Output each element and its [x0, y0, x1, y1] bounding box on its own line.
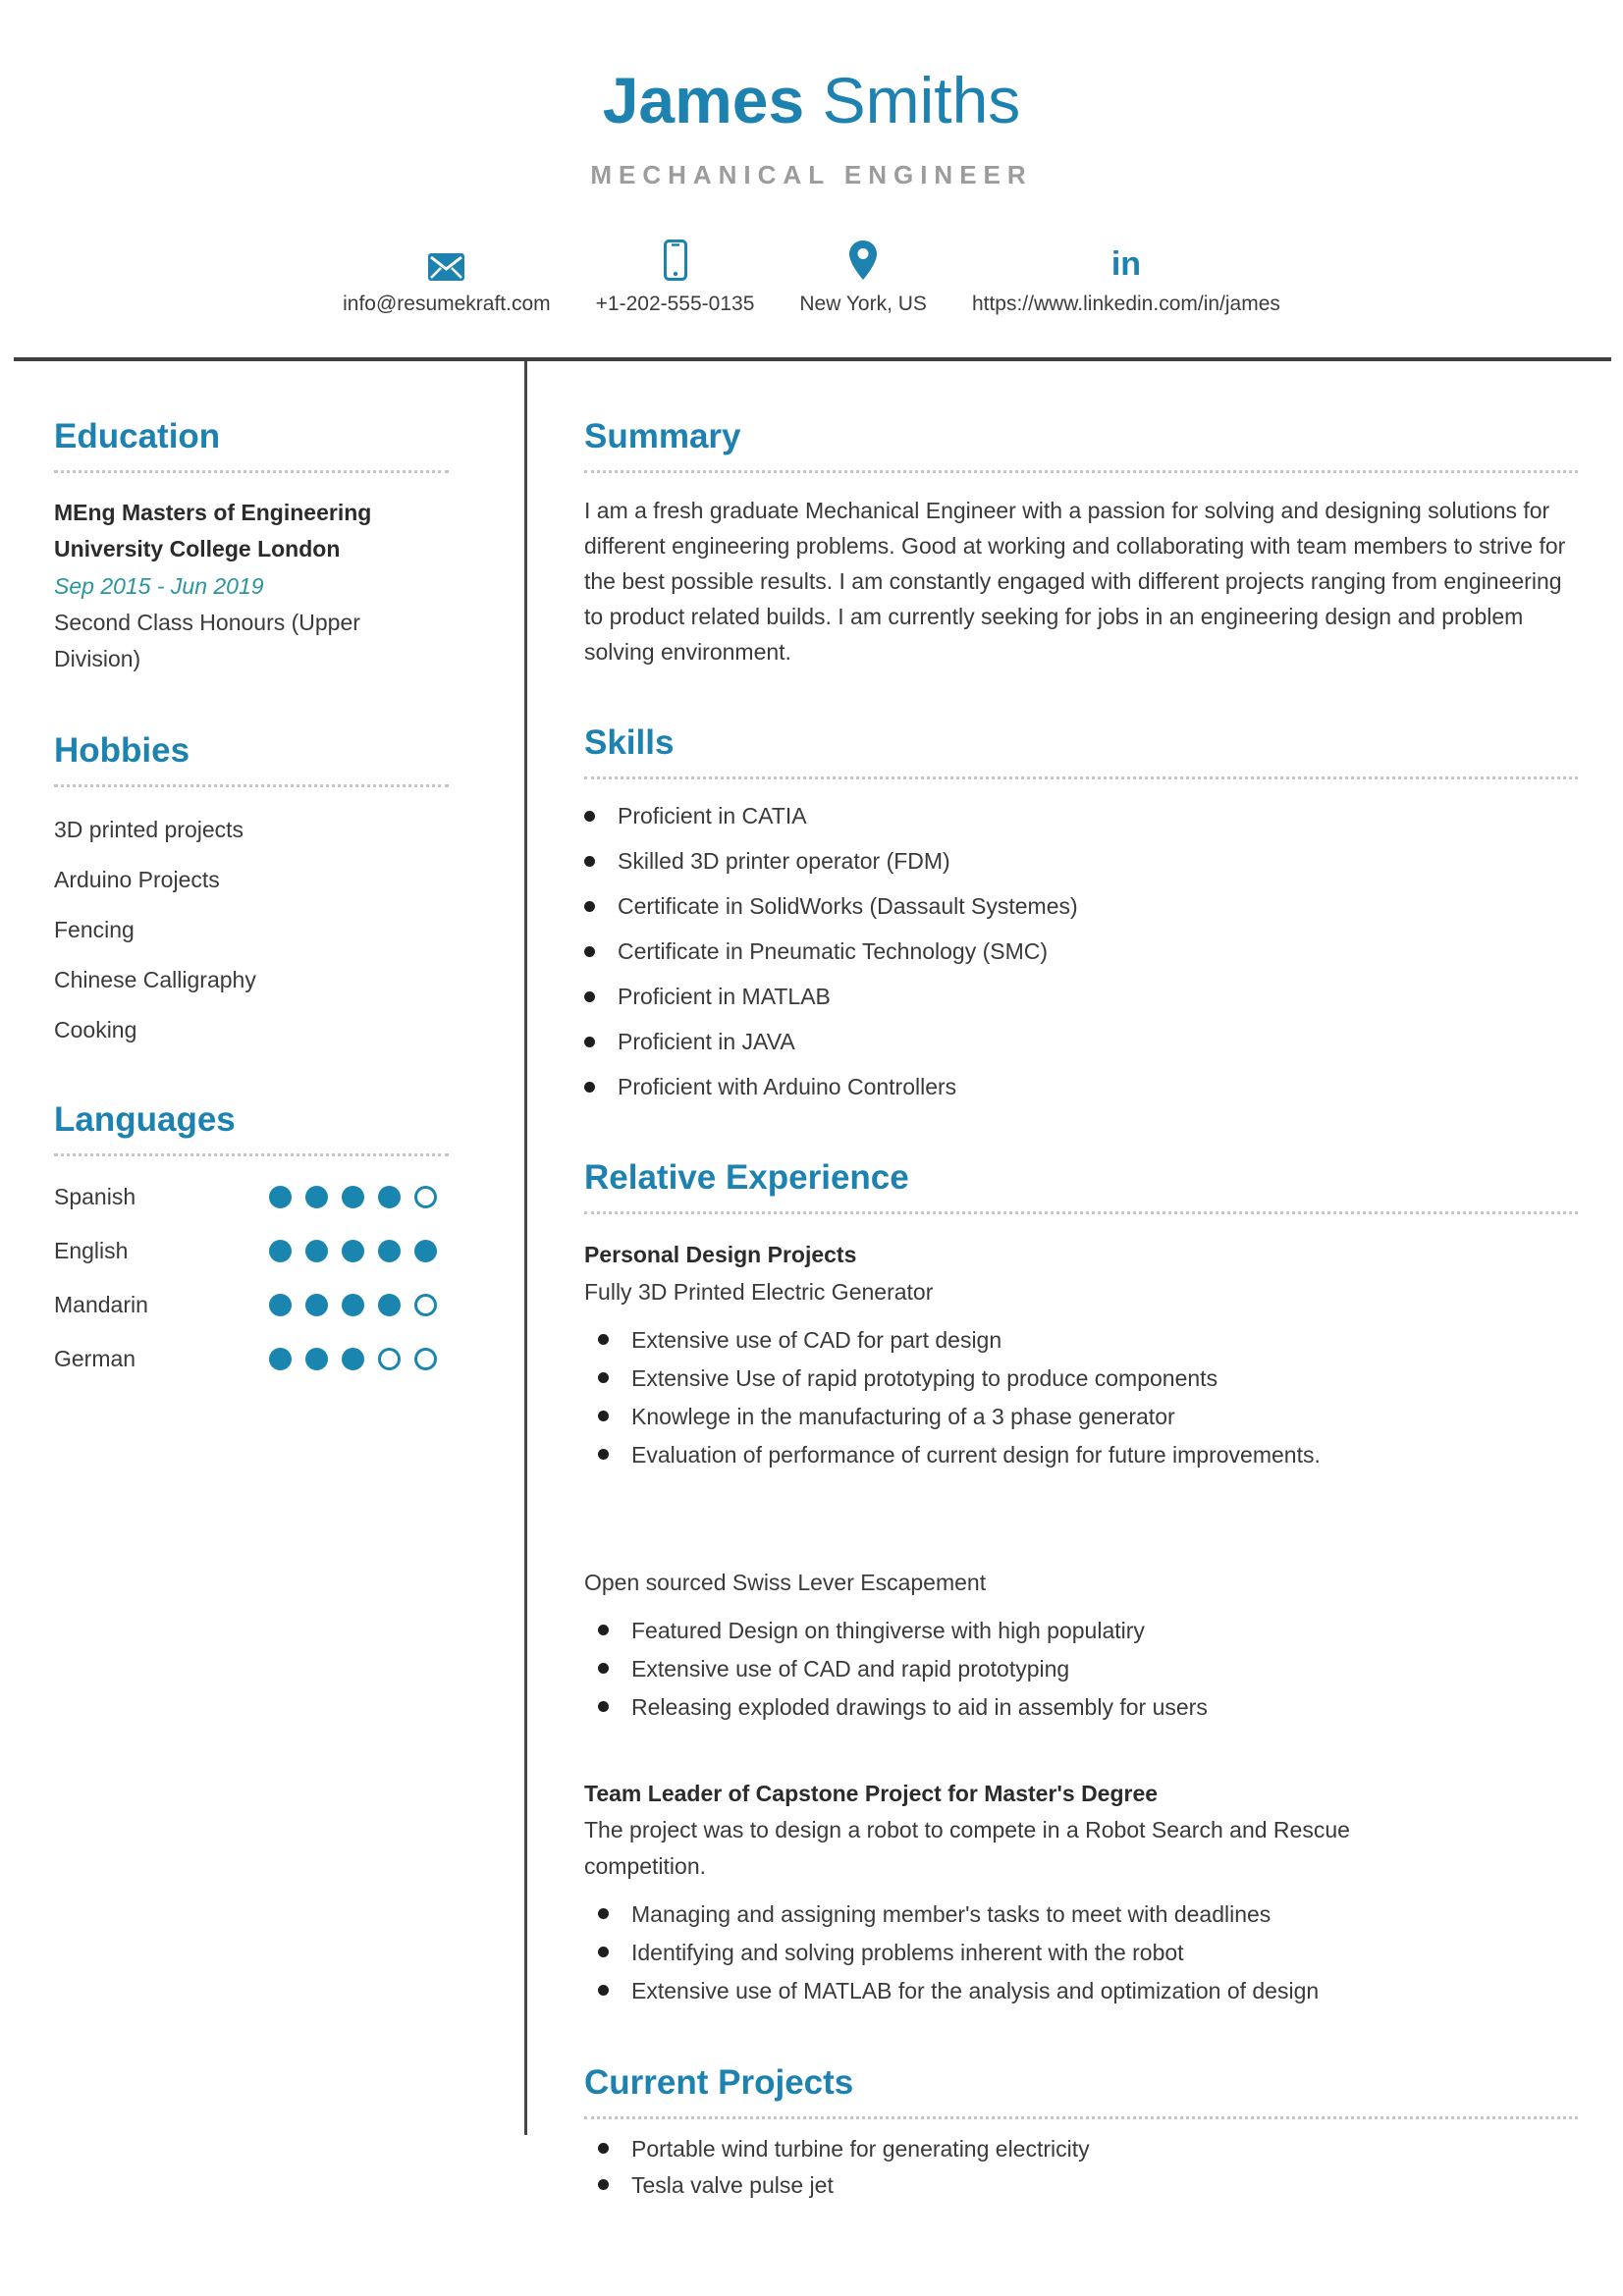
language-list [54, 1184, 449, 1372]
experience-project-name: Open sourced Swiss Lever Escapement [584, 1570, 987, 1595]
level-dot-filled [269, 1348, 292, 1370]
header [0, 0, 1623, 316]
experience-bullet-list [598, 1322, 1578, 1473]
language-level-dots [269, 1186, 437, 1208]
bullet-dot [598, 2179, 609, 2190]
language-name: English [54, 1238, 129, 1263]
email-icon [428, 238, 464, 281]
project-text: Tesla valve pulse jet [631, 2172, 834, 2198]
column-divider-line [524, 361, 527, 2135]
experience-bullet [598, 1437, 1578, 1473]
experience-bullet [598, 1651, 1578, 1687]
experience-bullet-text: Featured Design on thingiverse with high populatiry [631, 1618, 1145, 1643]
level-dot-empty [414, 1294, 437, 1316]
experience-bullet [598, 1361, 1578, 1397]
experience-group-title: Team Leader of Capstone Project for Master's Degree [584, 1781, 1159, 1806]
language-level-dots [269, 1348, 437, 1370]
bullet-dot [598, 1701, 609, 1712]
experience-bullet-text: Extensive use of MATLAB for the analysis and optimization of design [631, 1978, 1320, 2003]
language-name: German [54, 1346, 136, 1371]
bullet-dot [598, 1449, 609, 1460]
bullet-dot [598, 1947, 609, 1957]
bullet-dot [584, 946, 595, 957]
experience-bullet-text: Knowlege in the manufacturing of a 3 phase generator [631, 1404, 1175, 1429]
summary-section [584, 416, 1578, 669]
job-title: MECHANICAL ENGINEER [590, 159, 1033, 189]
level-dot-filled [305, 1240, 328, 1262]
email-address[interactable]: info@resumekraft.com [343, 292, 551, 315]
skill-text: Certificate in Pneumatic Technology (SMC) [618, 938, 1049, 964]
hobby-item: Fencing [54, 917, 135, 942]
hobbies-heading: Hobbies [54, 730, 449, 787]
bullet-dot [598, 1908, 609, 1919]
experience-bullet-text: Extensive use of CAD and rapid prototyping [631, 1656, 1070, 1682]
hobby-list [54, 813, 449, 1046]
skill-text: Certificate in SolidWorks (Dassault Systemes) [618, 893, 1078, 919]
bullet-dot [584, 901, 595, 912]
bullet-dot [598, 1625, 609, 1635]
bullet-dot [584, 811, 595, 822]
degree-name: MEng Masters of Engineering [54, 500, 372, 525]
experience-bullet-text: Managing and assigning member's tasks to meet with deadlines [631, 1901, 1271, 1927]
experience-bullet [598, 1613, 1578, 1649]
bullet-dot [584, 1082, 595, 1093]
level-dot-filled [342, 1348, 364, 1370]
contact-phone [596, 238, 755, 316]
current-projects-heading: Current Projects [584, 2062, 1578, 2119]
current-projects-section [584, 2062, 1578, 2203]
linkedin-icon: in [1110, 244, 1142, 283]
skill-text: Proficient in CATIA [618, 803, 807, 828]
language-name: Mandarin [54, 1292, 148, 1317]
skill-text: Skilled 3D printer operator (FDM) [618, 848, 950, 874]
skills-section [584, 722, 1578, 1104]
bullet-dot [598, 2143, 609, 2154]
project-text: Portable wind turbine for generating electricity [631, 2136, 1090, 2162]
experience-section [584, 1157, 1578, 2009]
skill-item [584, 1070, 1578, 1104]
education-heading: Education [54, 416, 449, 473]
location-icon [848, 238, 878, 281]
project-item [598, 2167, 1578, 2203]
level-dot-filled [305, 1186, 328, 1208]
experience-project-name: Fully 3D Printed Electric Generator [584, 1279, 934, 1305]
level-dot-filled [342, 1294, 364, 1316]
level-dot-empty [414, 1186, 437, 1208]
skill-item [584, 889, 1578, 924]
skill-text: Proficient in MATLAB [618, 984, 831, 1009]
level-dot-empty [378, 1348, 401, 1370]
current-projects-list [598, 2131, 1578, 2203]
skill-item [584, 1025, 1578, 1059]
phone-icon [664, 238, 687, 281]
right-column [584, 361, 1578, 2204]
experience-bullet-text: Evaluation of performance of current design for future improvements. [631, 1442, 1321, 1468]
level-dot-filled [378, 1186, 401, 1208]
language-row [54, 1184, 449, 1210]
skill-item [584, 799, 1578, 833]
person-name [0, 65, 1623, 136]
experience-description: The project was to design a robot to compete in a Robot Search and Rescue competition. [584, 1817, 1350, 1879]
level-dot-filled [414, 1240, 437, 1262]
languages-heading: Languages [54, 1099, 449, 1156]
level-dot-filled [342, 1240, 364, 1262]
experience-bullet-text: Extensive Use of rapid prototyping to produce components [631, 1365, 1218, 1391]
level-dot-filled [378, 1294, 401, 1316]
education-result: Second Class Honours (Upper Division) [54, 610, 360, 671]
hobby-item: 3D printed projects [54, 817, 244, 842]
linkedin-url[interactable]: https://www.linkedin.com/in/james [971, 292, 1280, 315]
hobby-item: Cooking [54, 1017, 137, 1042]
experience-bullet [598, 1399, 1578, 1435]
bullet-dot [584, 991, 595, 1002]
skill-item [584, 980, 1578, 1014]
language-level-dots [269, 1240, 437, 1262]
bullet-dot [584, 856, 595, 867]
hobby-item: Arduino Projects [54, 867, 220, 892]
experience-bullet-text: Identifying and solving problems inherent with the robot [631, 1940, 1184, 1965]
language-row [54, 1238, 449, 1264]
level-dot-filled [305, 1348, 328, 1370]
experience-bullet [598, 1689, 1578, 1726]
language-row [54, 1346, 449, 1372]
experience-group [584, 1236, 1578, 1473]
experience-bullet-list [598, 1613, 1578, 1726]
contact-location [799, 238, 927, 316]
bullet-dot [584, 1037, 595, 1047]
experience-bullet-text: Releasing exploded drawings to aid in assembly for users [631, 1694, 1208, 1720]
education-dates: Sep 2015 - Jun 2019 [54, 573, 264, 599]
education-section [54, 416, 449, 677]
contact-linkedin [972, 238, 1280, 316]
experience-bullet [598, 1896, 1578, 1933]
experience-bullet [598, 1322, 1578, 1359]
level-dot-filled [305, 1294, 328, 1316]
hobbies-section [54, 730, 449, 1046]
level-dot-empty [414, 1348, 437, 1370]
languages-section [54, 1099, 449, 1372]
experience-heading: Relative Experience [584, 1157, 1578, 1214]
level-dot-filled [269, 1240, 292, 1262]
summary-text: I am a fresh graduate Mechanical Engineer with a passion for solving and designing solutions for different engineering problems. Good at working and collaborating with team members to strive for the best possible results. I am constantly engaged with different projects ranging from engineering to product related builds. I am currently seeking for jobs in an engineering design and problem solving environment. [584, 498, 1566, 665]
experience-bullet [598, 1935, 1578, 1971]
left-column [54, 361, 449, 1400]
project-item [598, 2131, 1578, 2166]
experience-bullet-text: Extensive use of CAD for part design [631, 1327, 1002, 1353]
experience-bullet-list [598, 1896, 1578, 2009]
experience-group [584, 1564, 1578, 1726]
language-level-dots [269, 1294, 437, 1316]
bullet-dot [598, 1663, 609, 1674]
summary-heading: Summary [584, 416, 1578, 473]
level-dot-filled [378, 1240, 401, 1262]
skill-item [584, 844, 1578, 879]
experience-group-title: Personal Design Projects [584, 1242, 857, 1267]
contact-row [0, 238, 1623, 316]
last-name: Smiths [822, 64, 1021, 136]
location-text: New York, US [799, 292, 927, 315]
school-name: University College London [54, 536, 341, 561]
experience-group [584, 1775, 1578, 2009]
language-name: Spanish [54, 1184, 136, 1209]
bullet-dot [598, 1985, 609, 1996]
experience-bullet [598, 1973, 1578, 2009]
level-dot-filled [269, 1186, 292, 1208]
language-row [54, 1292, 449, 1318]
education-entry [54, 495, 449, 677]
skills-list [584, 799, 1578, 1104]
bullet-dot [598, 1334, 609, 1345]
bullet-dot [598, 1372, 609, 1383]
hobby-item: Chinese Calligraphy [54, 967, 256, 992]
phone-number[interactable]: +1-202-555-0135 [595, 292, 755, 315]
first-name: James [602, 64, 805, 136]
contact-email [343, 238, 551, 316]
skills-heading: Skills [584, 722, 1578, 779]
skill-text: Proficient with Arduino Controllers [618, 1074, 957, 1099]
skill-item [584, 934, 1578, 969]
level-dot-filled [269, 1294, 292, 1316]
skill-text: Proficient in JAVA [618, 1029, 795, 1054]
level-dot-filled [342, 1186, 364, 1208]
bullet-dot [598, 1411, 609, 1421]
